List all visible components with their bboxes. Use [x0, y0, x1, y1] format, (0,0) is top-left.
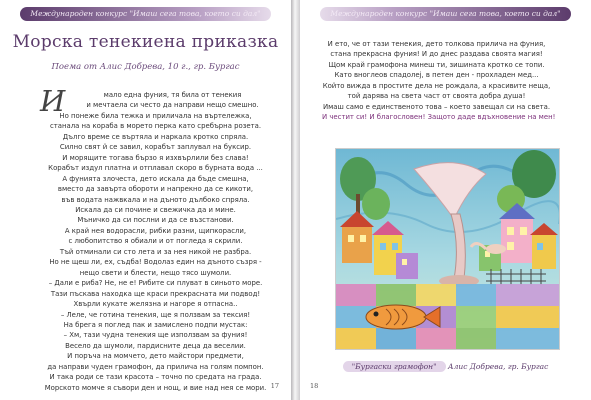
- poem-line: И ето, че от тази тенекия, дето толкова прилича на фуния,: [327, 40, 546, 48]
- poem-line: Тази пъскава находка ще краси прекрасната ми подвод!: [50, 289, 261, 298]
- poem-line: Но понеже била тежка и приличала на въртележка,: [59, 111, 252, 120]
- drop-cap: И: [40, 84, 66, 118]
- poem-line: Морското момче я съвори ден и нощ, и вие над нея се мори.: [44, 383, 267, 392]
- contest-header: Международен конкурс "Имаш сега това, което си дал": [20, 7, 271, 21]
- poem-line: – Дали е риба? Не, не е! Рибите си плуват в синьото море.: [48, 279, 263, 288]
- right-page: [300, 0, 591, 400]
- poem-line: Който вижда в простите дела не рождала, а красивите неща,: [322, 81, 551, 90]
- poem-line: И морящите тогава бързо я изхвърлили без слава!: [62, 153, 249, 162]
- painting-illustration: [335, 148, 560, 350]
- poem-line: станала на кораба в морето перка като сребърна розета.: [49, 122, 262, 131]
- poem-line: Щом край грамофона минеш ти, зишината кротко се топи.: [328, 60, 545, 69]
- poem-line: Корабът издул платна и отплавал скоро в бурната вода ...: [48, 164, 263, 173]
- poem-line: Хвърли кукате желязна и нагоре я отпасна..: [73, 300, 238, 309]
- painting-title: "Бургаски грамофон": [343, 361, 446, 372]
- poem-line: във водата нажвкала и на дъното дълбоко спряла.: [61, 195, 250, 204]
- poem-line: Но не щеш ли, ех, съдба! Водолаз един на дъното съзря -: [49, 258, 262, 267]
- book-gutter: [291, 0, 300, 400]
- poem-line: И така роди се тази красота – точно по средата на града.: [49, 373, 262, 382]
- poem-line: Имаш само е единственото това – което завещал си на света.: [322, 102, 551, 111]
- poem-line: На брега я поглед пак и замислено подпи мустак:: [63, 320, 248, 329]
- poem-line: И честит си! И благословен! Защото даде вдъхновение на мен!: [322, 113, 556, 122]
- left-page: [0, 0, 291, 400]
- poem-text-continued: [322, 39, 556, 123]
- poem-line: Силно свят й се завил, корабът заплувал на буксир.: [59, 143, 252, 152]
- poem-line: Искала да си почине и свежичка да и мине.: [75, 205, 236, 214]
- page-number: 18: [310, 382, 319, 390]
- poem-line: стана прекрасна фуния! И до днес раздава своята магия!: [330, 50, 543, 59]
- painting-caption: [300, 361, 591, 372]
- gramophone-painting: [336, 149, 559, 349]
- poem-line: той дарява на света част от своята добра душа!: [347, 92, 526, 101]
- poem-line: И поръча на момчето, дето майстори предмети,: [67, 352, 244, 361]
- poem-title: Морска тенекиена приказка: [12, 32, 279, 52]
- poem-line: Мъничко да си послни и да се възстанови.: [77, 216, 234, 225]
- poem-subtitle: Поема от Алис Добрева, 10 г., гр. Бургас: [51, 62, 240, 72]
- contest-header: Международен конкурс "Имаш сега това, което си дал": [320, 7, 571, 21]
- poem-line: и мечтаела си често да направи нещо смешно.: [86, 101, 259, 110]
- poem-line: Весело да шумоли, пардисните деца да веселии.: [65, 341, 246, 350]
- poem-line: А край нея водорасли, рибки разни, щипкорасли,: [64, 226, 247, 235]
- poem-line: Като вноглеов спадолеј, в петен ден - прохладен мед...: [334, 71, 539, 80]
- poem-line: нещо свети и блести, нещо тясо шумоли.: [79, 268, 232, 277]
- poem-line: да направи чуден грамофон, да прилича на голям помпон.: [47, 362, 264, 371]
- poem-line: Дълго време се въртяла и наркала кротко спряла.: [62, 132, 249, 141]
- painting-author: Алис Добрева, гр. Бургас: [447, 362, 549, 371]
- poem-line: вместо да завърта обороти и напрекно да се кикоти,: [57, 185, 254, 194]
- poem-line: – Хм, тази чудна тенекия ще използвам за фуния!: [63, 331, 248, 340]
- poem-line: Тъй отминали си сто лета и за нея никой не разбра.: [59, 247, 252, 256]
- poem-line: А фунията злочеста, дето искала да бъде смешна,: [62, 174, 249, 183]
- poem-line: – Леле, че готина тенекия, ще я ползвам за тексия!: [60, 310, 251, 319]
- poem-line: с любопитство я обиали и от погледа я скрили.: [68, 237, 243, 246]
- poem-text: [38, 90, 273, 393]
- page-number: 17: [270, 382, 279, 390]
- poem-line: мало една фуния, тя била от тенекия: [103, 91, 242, 99]
